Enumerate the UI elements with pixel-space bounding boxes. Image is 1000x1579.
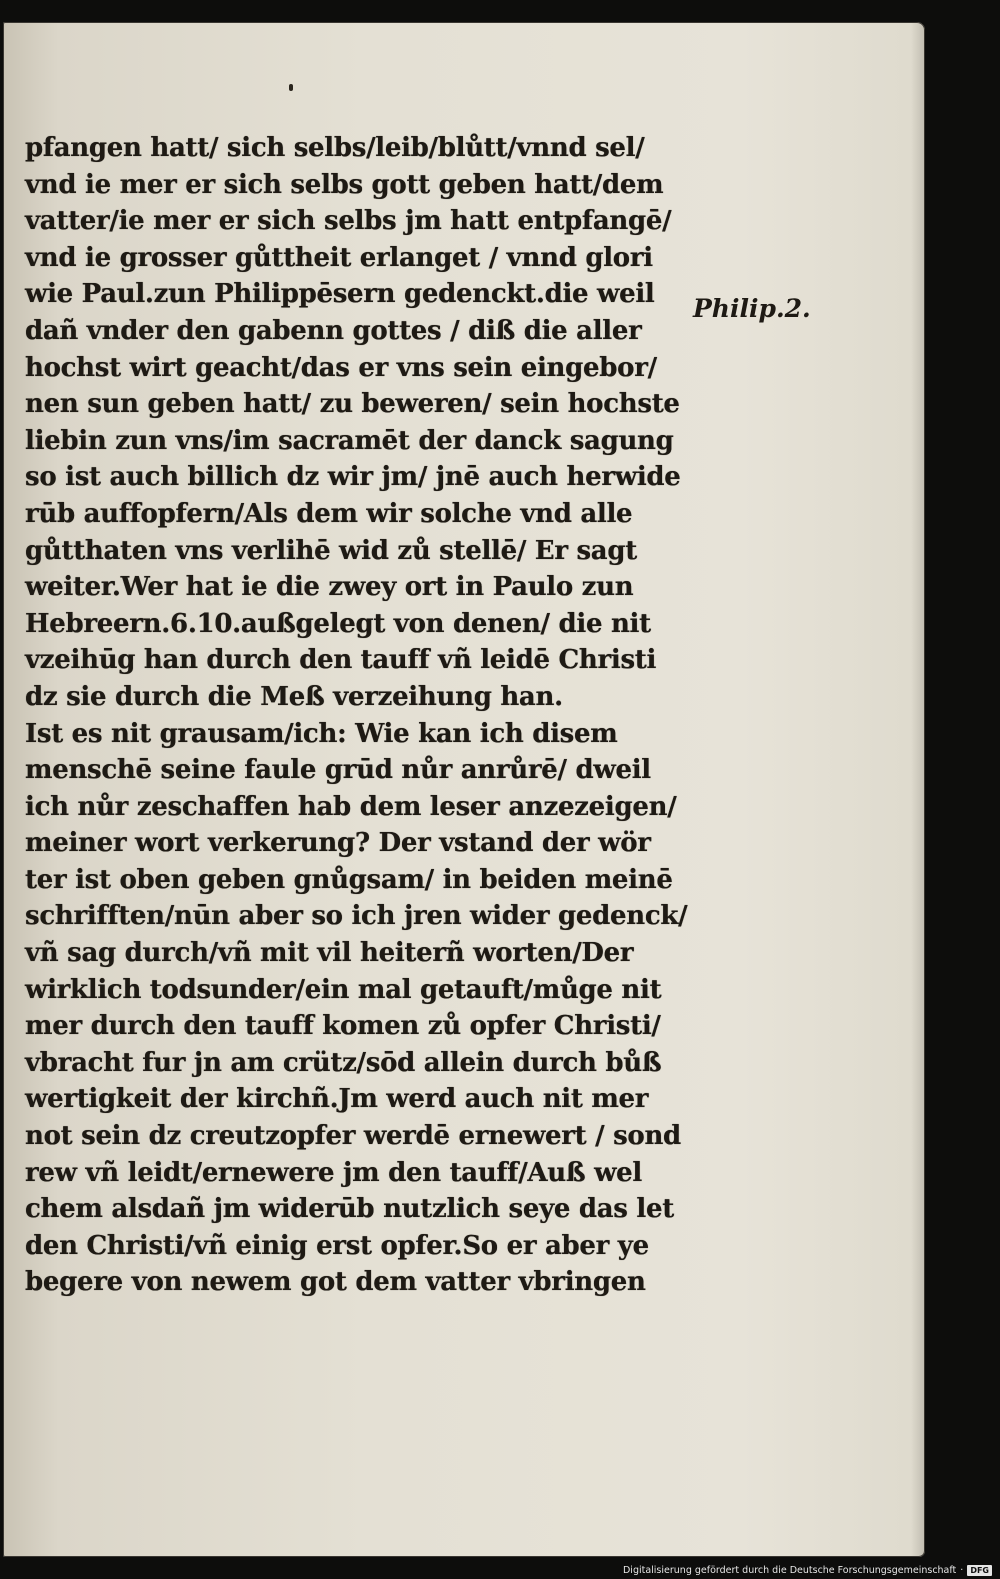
text-line: Hebreern.6.10.außgelegt von denen/ die nit bbox=[25, 608, 651, 639]
text-line: mer durch den tauff komen zů opfer Christi/ bbox=[25, 1011, 661, 1042]
text-line: not sein dz creutzopfer werdē ernewert / sond bbox=[25, 1121, 681, 1152]
text-line: ter ist oben geben gnůgsam/ in beiden meinē bbox=[25, 864, 673, 895]
text-line: nen sun geben hatt/ zu beweren/ sein hochste bbox=[25, 389, 680, 420]
dfg-logo-icon: DFG bbox=[967, 1565, 992, 1576]
text-line: menschē seine faule grūd nůr anrůrē/ dweil bbox=[25, 755, 651, 786]
text-line: vnd ie mer er sich selbs gott geben hatt/dem bbox=[25, 169, 664, 200]
text-line: begere von newem got dem vatter vbringen bbox=[25, 1267, 646, 1298]
text-line: vñ sag durch/vñ mit vil heiterñ worten/Der bbox=[25, 938, 634, 969]
credit-text: Digitalisierung gefördert durch die Deutsche Forschungsgemeinschaft bbox=[622, 1565, 957, 1576]
text-line: wie Paul.zun Philippēsern gedenckt.die weil bbox=[25, 279, 655, 310]
text-line: vatter/ie mer er sich selbs jm hatt entpfangē/ bbox=[25, 206, 672, 237]
text-line: pfangen hatt/ sich selbs/leib/blůtt/vnnd sel/ bbox=[25, 133, 645, 163]
text-line: vnd ie grosser gůttheit erlanget / vnnd glori bbox=[25, 242, 653, 273]
text-line: ich nůr zeschaffen hab dem leser anzezeigen/ bbox=[25, 791, 677, 822]
marginal-note: Philip.2. bbox=[693, 294, 811, 323]
text-line: hochst wirt geacht/das er vns sein eingebor/ bbox=[25, 352, 657, 383]
digitization-credit: Digitalisierung gefördert durch die Deutsche Forschungsgemeinschaft · DFG bbox=[623, 1565, 992, 1576]
text-line: Ist es nit grausam/ich: Wie kan ich disem bbox=[25, 718, 618, 749]
text-line: schrifften/nūn aber so ich jren wider gedenck/ bbox=[25, 901, 688, 932]
text-line: rew vñ leidt/ernewere jm den tauff/Auß wel bbox=[25, 1157, 642, 1188]
text-line: vbracht fur jn am crütz/sōd allein durch bůß bbox=[25, 1047, 662, 1078]
text-line: dz sie durch die Meß verzeihung han. bbox=[25, 681, 563, 712]
text-line: so ist auch billich dz wir jm/ jnē auch herwide bbox=[25, 462, 681, 493]
page-text-block bbox=[25, 130, 705, 1301]
book-page bbox=[3, 22, 925, 1557]
text-line: meiner wort verkerung? Der vstand der wör bbox=[25, 828, 651, 859]
text-line: vzeihūg han durch den tauff vñ leidē Christi bbox=[25, 645, 657, 676]
text-line: den Christi/vñ einig erst opfer.So er aber ye bbox=[25, 1230, 649, 1261]
text-line: liebin zun vns/im sacramēt der danck sagung bbox=[25, 425, 674, 456]
text-line: chem alsdañ jm widerūb nutzlich seye das let bbox=[25, 1194, 674, 1225]
text-line: weiter.Wer hat ie die zwey ort in Paulo zun bbox=[25, 572, 634, 603]
text-line: wirklich todsunder/ein mal getauft/můge nit bbox=[25, 974, 662, 1005]
text-line: gůtthaten vns verlihē wid zů stellē/ Er sagt bbox=[25, 535, 637, 566]
ink-mark bbox=[289, 84, 293, 91]
text-line: dañ vnder den gabenn gottes / diß die aller bbox=[25, 315, 642, 346]
text-line: wertigkeit der kirchñ.Jm werd auch nit mer bbox=[25, 1084, 649, 1115]
text-line: rūb auffopfern/Als dem wir solche vnd alle bbox=[25, 498, 633, 529]
